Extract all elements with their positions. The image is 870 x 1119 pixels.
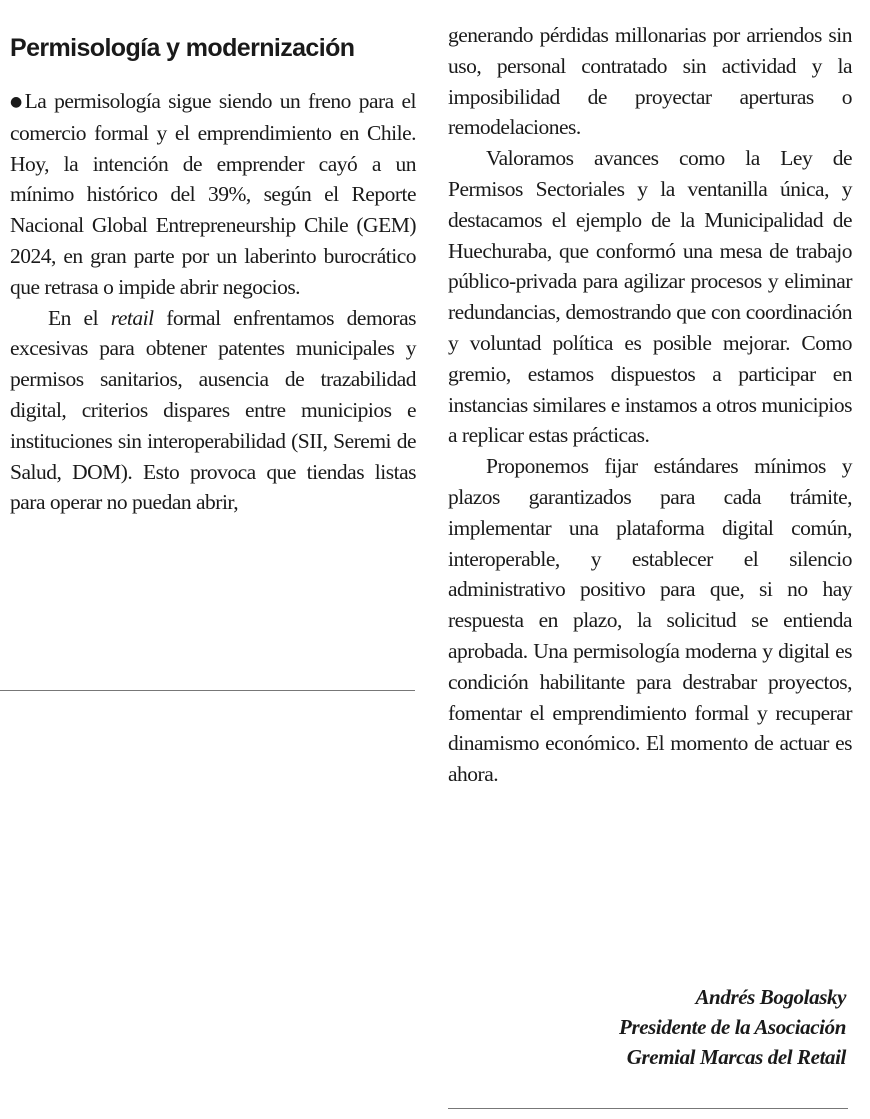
paragraph-2-continued: generando pérdidas millonarias por arriendos sin uso, personal contratado sin actividad y la imposibilidad de proyectar aperturas o remodelaciones.	[448, 23, 852, 140]
paragraph-3: Valoramos avances como la Ley de Permisos Sectoriales y la ventanilla única, y destacamos el ejemplo de la Municipalidad de Huechuraba, que conformó una mesa de trabajo público-privada para agilizar procesos y eliminar redundancias, demostrando que con coordinación y voluntad política es posible mejorar. Como gremio, estamos dispuestos a participar en instancias similares e instamos a otros municipios a replicar estas prácticas.	[448, 146, 852, 448]
paragraph-2-start: En el	[48, 305, 111, 330]
signature-title-line1: Presidente de la Asociación	[619, 1015, 846, 1039]
right-column-divider	[448, 1108, 848, 1109]
bullet-icon: ●	[10, 94, 25, 110]
paragraph-4: Proponemos fijar estándares mínimos y plazos garantizados para cada trámite, implementar una plataforma digital común, interoperable, y establecer el silencio administrativo positivo para que, si no hay respuesta en plazo, la solicitud se entienda aprobada. Una permisología moderna y digital es condición habilitante para destrabar proyectos, fomentar el emprendimiento formal y recuperar dinamismo económico. El momento de actuar es ahora.	[448, 454, 852, 787]
article-headline: Permisología y modernización	[10, 34, 355, 62]
right-column	[448, 20, 852, 790]
paragraph-2-end: formal enfrentamos demoras excesivas para obtener patentes municipales y permisos sanitarios, ausencia de trazabilidad digital, criterios dispares entre municipios e instituciones sin interoperabilidad (SII, Seremi de Salud, DOM). Esto provoca que tiendas listas para operar no puedan abrir,	[10, 305, 417, 515]
paragraph-2-italic: retail	[110, 305, 154, 330]
signature-title-line2: Gremial Marcas del Retail	[626, 1045, 846, 1069]
left-column-divider	[0, 690, 415, 691]
signature-name: Andrés Bogolasky	[695, 985, 846, 1009]
paragraph-1	[10, 86, 416, 303]
paragraph-1-text: La permisología sigue siendo un freno para el comercio formal y el emprendimiento en Chile. Hoy, la intención de emprender cayó a un mínimo histórico del 39%, según el Reporte Nacional Global Entrepreneurship Chile (GEM) 2024, en gran parte por un laberinto burocrático que retrasa o impide abrir negocios.	[10, 89, 416, 299]
paragraph-2	[10, 303, 416, 519]
signature-block	[619, 982, 846, 1072]
left-column	[10, 32, 416, 518]
